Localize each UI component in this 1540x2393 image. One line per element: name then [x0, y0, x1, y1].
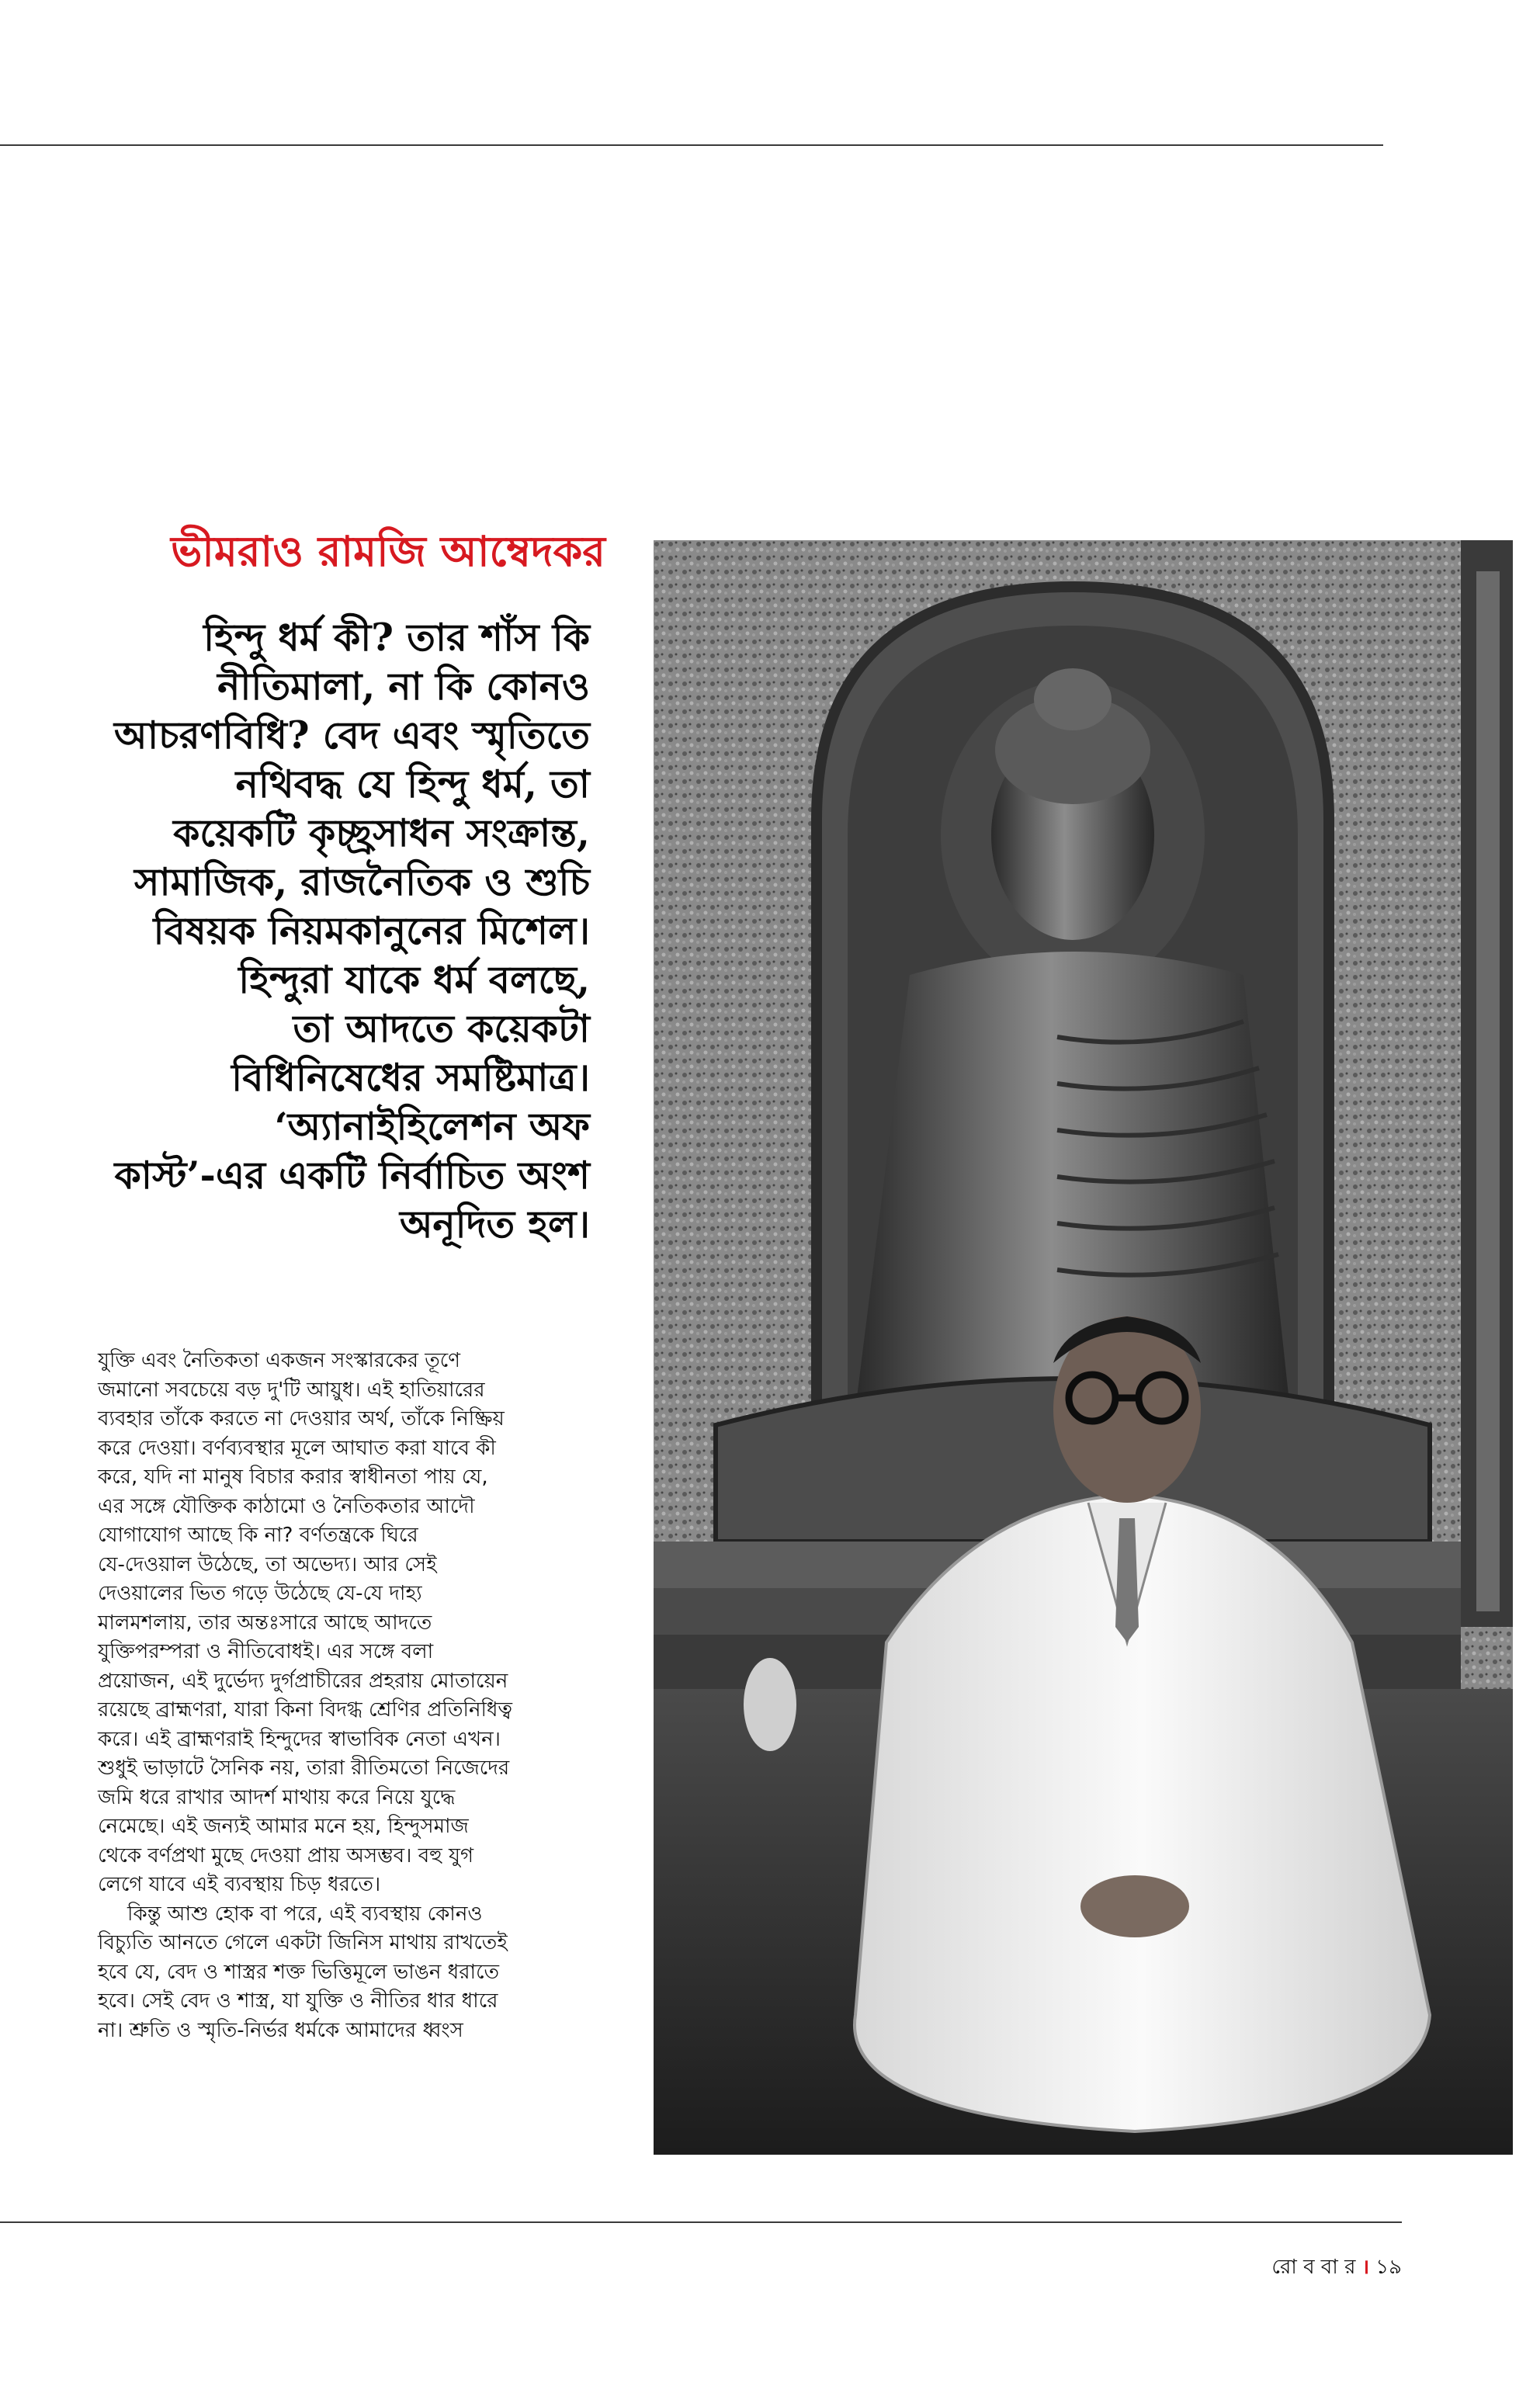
body-line: হবে। সেই বেদ ও শাস্ত্র, যা যুক্তি ও নীতির ধার ধারে — [98, 1989, 498, 2013]
body-line: না। শ্রুতি ও স্মৃতি-নির্ভর ধর্মকে আমাদের ধ্বংস — [98, 2018, 463, 2042]
body-line: যুক্তিপরম্পরা ও নীতিবোধই। এর সঙ্গে বলা — [98, 1640, 434, 1663]
pull-quote-line: তা আদতে কয়েকটা — [293, 1006, 590, 1051]
body-line: করে, যদি না মানুষ বিচার করার স্বাধীনতা পায় যে, — [98, 1465, 488, 1489]
author-heading: ভীমরাও রামজি আম্বেদকর — [171, 527, 605, 576]
pull-quote-line: নথিবদ্ধ যে হিন্দু ধর্ম, তা — [235, 761, 590, 806]
pull-quote — [93, 613, 590, 1249]
body-line: কিন্তু আশু হোক বা পরে, এই ব্যবস্থায় কোনও — [127, 1902, 483, 1926]
body-line: হবে যে, বেদ ও শাস্ত্রর শক্ত ভিত্তিমূলে ভাঙন ধরাতে — [98, 1960, 500, 1984]
magazine-name: রো ব বা র — [1271, 2256, 1356, 2279]
body-line: মালমশলায়, তার অন্তঃসারে আছে আদতে — [98, 1611, 432, 1635]
body-line: করে দেওয়া। বর্ণব্যবস্থার মূলে আঘাত করা যাবে কী — [98, 1436, 496, 1460]
photo-ambedkar-buddha — [654, 540, 1513, 2155]
pull-quote-line: নীতিমালা, না কি কোনও — [217, 664, 590, 709]
body-line: লেগে যাবে এই ব্যবস্থায় চিড় ধরতে। — [98, 1873, 381, 1896]
top-rule — [0, 144, 1383, 146]
body-line: শুধুই ভাড়াটে সৈনিক নয়, তারা রীতিমতো নিজেদের — [98, 1757, 510, 1780]
pull-quote-line: হিন্দু ধর্ম কী? তার শাঁস কি — [203, 615, 590, 660]
body-line: জমি ধরে রাখার আদর্শ মাথায় করে নিয়ে যুদ্ধে — [98, 1785, 456, 1809]
pull-quote-line: কয়েকটি কৃচ্ছ্রসাধন সংক্রান্ত, — [173, 810, 590, 855]
body-line: যে-দেওয়াল উঠেছে, তা অভেদ্য। আর সেই — [98, 1552, 437, 1576]
photo-illustration — [654, 540, 1513, 2155]
body-line: থেকে বর্ণপ্রথা মুছে দেওয়া প্রায় অসম্ভব। বহু যুগ — [98, 1843, 474, 1868]
body-line: রয়েছে ব্রাহ্মণরা, যারা কিনা বিদগ্ধ শ্রেণির প্রতিনিধিত্ব — [98, 1698, 512, 1722]
footer-separator: । — [1361, 2256, 1370, 2279]
page-footer — [1271, 2251, 1402, 2285]
body-line: জমানো সবচেয়ে বড় দু'টি আয়ুধ। এই হাতিয়ারের — [98, 1378, 485, 1402]
body-line: ব্যবহার তাঁকে করতে না দেওয়ার অর্থ, তাঁকে নিষ্ক্রিয় — [98, 1407, 505, 1431]
body-line: দেওয়ালের ভিত গড়ে উঠেছে যে-যে দাহ্য — [98, 1582, 422, 1605]
pull-quote-line: বিধিনিষেধের সমষ্টিমাত্র। — [231, 1055, 590, 1100]
body-line: প্রয়োজন, এই দুর্ভেদ্য দুর্গপ্রাচীরের প্রহরায় মোতায়েন — [98, 1669, 508, 1693]
pull-quote-line: হিন্দুরা যাকে ধর্ম বলছে, — [238, 957, 590, 1002]
article-body — [98, 1347, 595, 2045]
body-line: যুক্তি এবং নৈতিকতা একজন সংস্কারকের তূণে — [98, 1349, 460, 1372]
pull-quote-line: সামাজিক, রাজনৈতিক ও শুচি — [134, 859, 590, 904]
pull-quote-line: কাস্ট’-এর একটি নির্বাচিত অংশ — [114, 1153, 590, 1198]
body-line: করে। এই ব্রাহ্মণরাই হিন্দুদের স্বাভাবিক নেতা এখন। — [98, 1727, 501, 1751]
pull-quote-line: বিষয়ক নিয়মকানুনের মিশেল। — [153, 908, 590, 953]
page-number: ১৯ — [1375, 2256, 1402, 2279]
body-line: নেমেছে। এই জন্যই আমার মনে হয়, হিন্দুসমাজ — [98, 1815, 469, 1838]
body-line: বিচ্যুতি আনতে গেলে একটা জিনিস মাথায় রাখতেই — [98, 1931, 508, 1954]
pull-quote-line: অনূদিত হল। — [399, 1202, 590, 1247]
pull-quote-line: আচরণবিধি? বেদ এবং স্মৃতিতে — [113, 713, 590, 758]
pull-quote-line: ‘অ্যানাইহিলেশন অফ — [274, 1104, 590, 1149]
body-line: এর সঙ্গে যৌক্তিক কাঠামো ও নৈতিকতার আদৌ — [98, 1494, 475, 1518]
body-line: যোগাযোগ আছে কি না? বর্ণতন্ত্রকে ঘিরে — [98, 1524, 418, 1547]
bottom-rule — [0, 2221, 1402, 2223]
